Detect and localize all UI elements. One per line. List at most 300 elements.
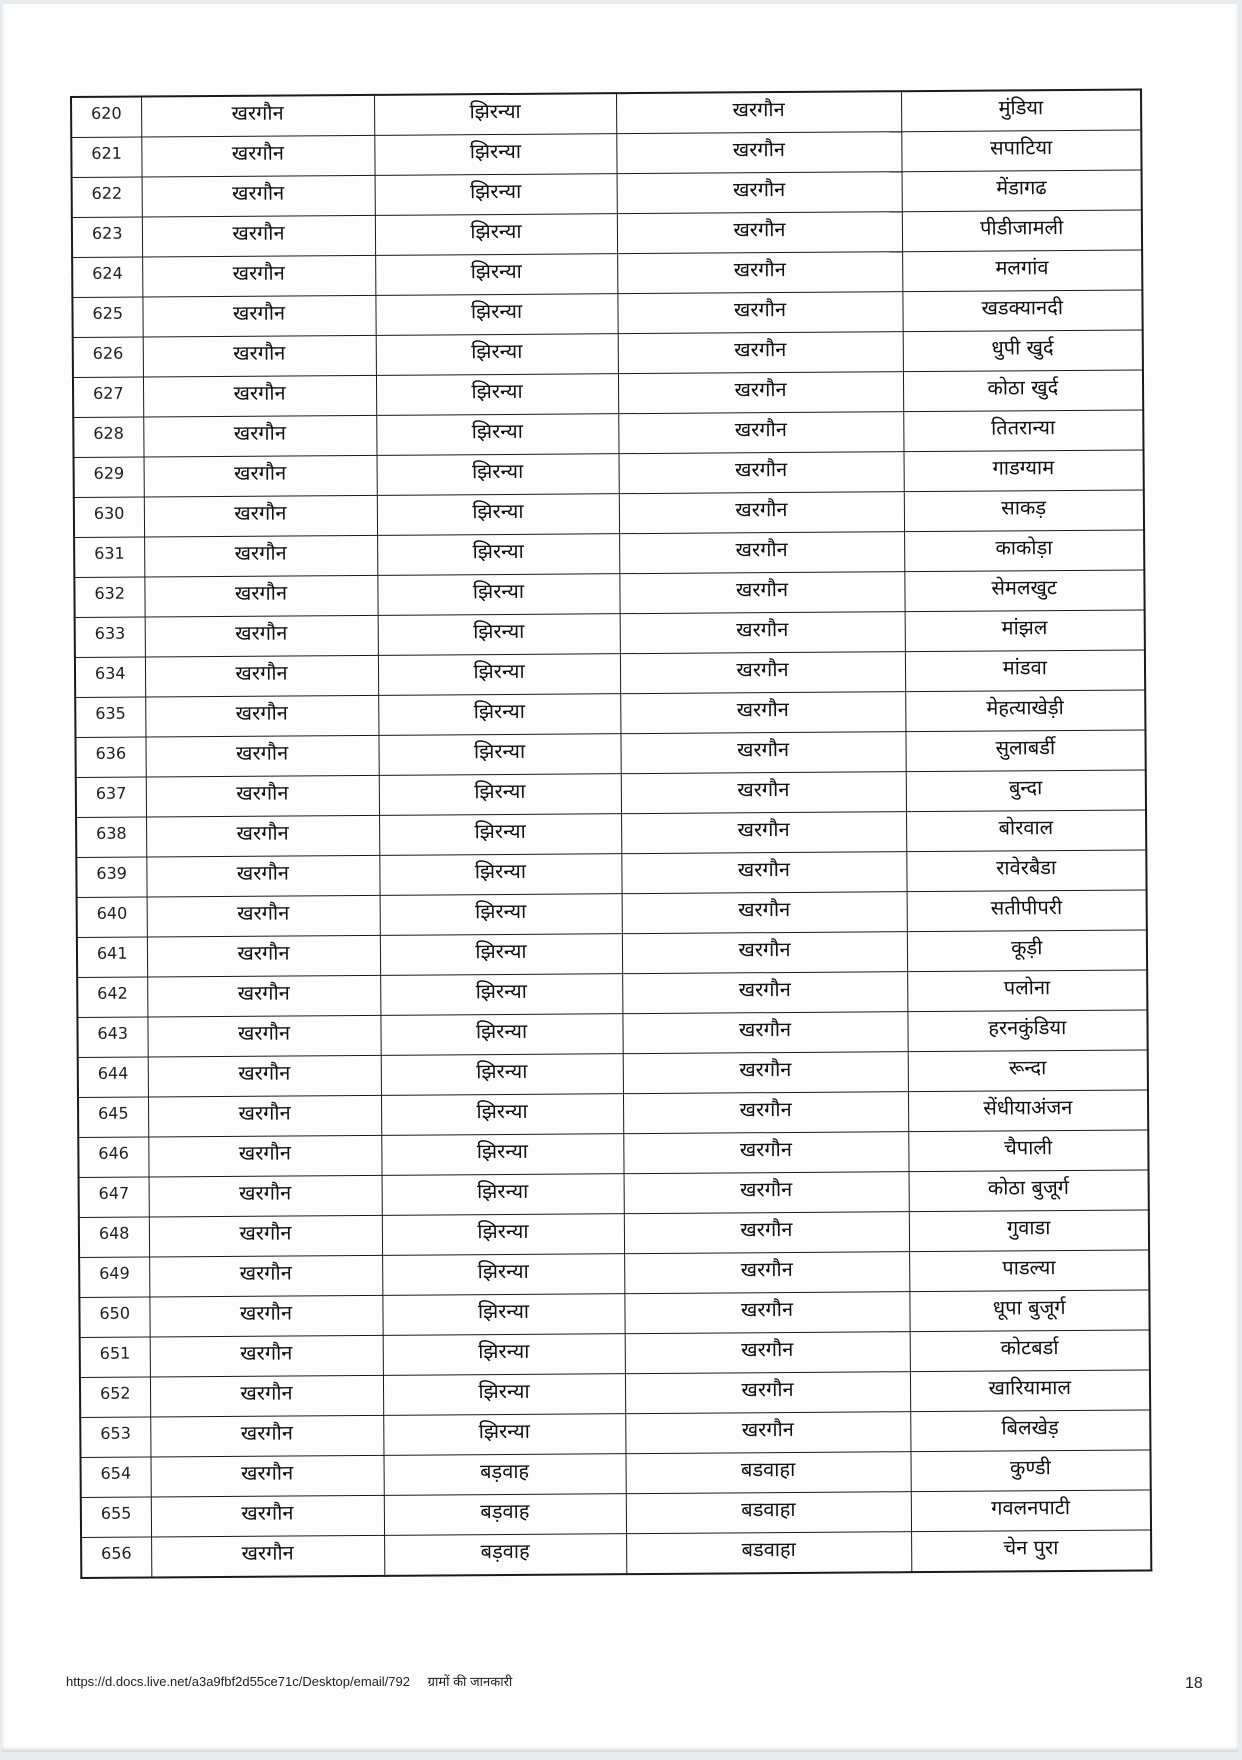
tehsil-cell-text: खरगौन xyxy=(733,256,786,281)
district-cell-text: खरगौन xyxy=(233,380,286,405)
serial-number-cell-text: 621 xyxy=(91,143,122,163)
district-cell xyxy=(151,1535,384,1577)
village-cell xyxy=(909,1170,1149,1212)
district-cell xyxy=(144,455,377,497)
district-cell xyxy=(145,735,378,777)
block-cell-text: झिरन्या xyxy=(471,418,524,443)
serial-number-cell xyxy=(75,617,145,657)
district-cell-text: खरगौन xyxy=(240,1419,293,1445)
serial-number-cell xyxy=(81,1457,151,1497)
tehsil-cell-text: खरगौन xyxy=(737,816,790,841)
tehsil-cell xyxy=(624,1212,909,1254)
serial-number-cell-text: 627 xyxy=(92,383,124,403)
village-cell-text: मेहत्याखेड़ी xyxy=(986,694,1064,720)
tehsil-cell xyxy=(624,1292,909,1334)
district-cell xyxy=(144,535,377,577)
serial-number-cell-text: 645 xyxy=(98,1103,129,1123)
district-cell-text: खरगौन xyxy=(232,300,286,325)
village-cell xyxy=(904,490,1144,532)
serial-number-cell-text: 643 xyxy=(97,1023,129,1043)
district-cell xyxy=(149,1175,382,1217)
district-cell xyxy=(149,1255,382,1297)
tehsil-cell xyxy=(625,1372,910,1414)
tehsil-cell xyxy=(617,212,902,254)
serial-number-cell xyxy=(80,1377,150,1417)
tehsil-cell-text: खरगौन xyxy=(738,896,791,921)
block-cell-text: झिरन्या xyxy=(475,978,527,1003)
village-cell-text: गाडग्याम xyxy=(992,454,1055,480)
serial-number-cell xyxy=(75,697,145,737)
village-cell xyxy=(903,410,1143,452)
village-cell xyxy=(911,1530,1151,1572)
serial-number-cell xyxy=(79,1257,149,1297)
block-cell xyxy=(383,1414,625,1456)
district-cell xyxy=(143,335,376,377)
tehsil-cell-text: खरगौन xyxy=(739,1056,792,1081)
village-cell xyxy=(905,610,1145,652)
block-cell xyxy=(381,1054,623,1096)
district-cell-text: खरगौन xyxy=(237,939,290,965)
village-cell-text: मुंडिया xyxy=(998,94,1044,120)
tehsil-cell xyxy=(619,452,904,494)
district-cell xyxy=(149,1215,382,1257)
tehsil-cell xyxy=(621,852,906,894)
serial-number-cell-text: 640 xyxy=(96,903,128,923)
village-cell xyxy=(907,970,1147,1012)
village-cell xyxy=(908,1090,1148,1132)
village-cell xyxy=(903,370,1143,412)
village-cell-text: गुवाडा xyxy=(1006,1214,1051,1239)
tehsil-cell-text: खरगौन xyxy=(738,976,791,1001)
village-cell xyxy=(910,1410,1150,1452)
village-cell-text: सपाटिया xyxy=(989,134,1053,160)
tehsil-cell xyxy=(623,1052,908,1094)
serial-number-cell xyxy=(73,337,143,377)
village-cell-text: धूपा बुजूर्ग xyxy=(992,1294,1066,1320)
tehsil-cell-text: खरगौन xyxy=(735,576,789,601)
district-cell-text: खरगौन xyxy=(233,420,286,445)
village-cell xyxy=(910,1330,1150,1372)
district-cell-text: खरगौन xyxy=(239,1299,293,1325)
block-cell-text: झिरन्या xyxy=(474,858,527,883)
block-cell xyxy=(375,174,617,216)
block-cell xyxy=(378,614,620,656)
block-cell xyxy=(384,1494,626,1536)
block-cell-text: झिरन्या xyxy=(476,1138,529,1163)
serial-number-cell xyxy=(72,217,142,257)
village-cell-text: बुन्दा xyxy=(1008,774,1043,799)
village-cell xyxy=(907,930,1147,972)
block-cell-text: झिरन्या xyxy=(476,1098,528,1123)
block-cell-text: झिरन्या xyxy=(472,498,524,523)
serial-number-cell xyxy=(74,497,144,537)
tehsil-cell-text: बडवाहा xyxy=(741,1496,796,1521)
district-cell-text: खरगौन xyxy=(239,1219,292,1245)
serial-number-cell xyxy=(72,257,142,297)
serial-number-cell-text: 649 xyxy=(99,1263,130,1283)
village-cell xyxy=(903,330,1143,372)
district-cell xyxy=(143,375,376,417)
tehsil-cell xyxy=(626,1492,911,1534)
village-cell-text: धुपी खुर्द xyxy=(991,334,1054,360)
village-cell-text: कुण्डी xyxy=(1009,1454,1051,1479)
village-cell xyxy=(906,850,1146,892)
district-cell-text: खरगौन xyxy=(239,1179,292,1205)
village-table xyxy=(70,89,1152,1579)
block-cell-text: झिरन्या xyxy=(471,338,523,363)
tehsil-cell xyxy=(622,932,907,974)
district-cell-text: खरगौन xyxy=(235,619,288,645)
block-cell xyxy=(378,694,620,736)
village-cell-text: खडक्यानदी xyxy=(981,294,1064,320)
district-cell-text: खरगौन xyxy=(239,1259,292,1285)
block-cell xyxy=(375,294,617,336)
tehsil-cell-text: बडवाहा xyxy=(740,1456,796,1481)
district-cell xyxy=(150,1415,383,1457)
village-cell-text: बिलखेड़ xyxy=(1001,1414,1059,1440)
district-cell xyxy=(142,295,375,337)
district-cell xyxy=(148,1135,381,1177)
village-cell xyxy=(905,650,1145,692)
village-cell-text: तितरान्या xyxy=(990,414,1056,440)
tehsil-cell-text: खरगौन xyxy=(735,496,788,521)
serial-number-cell-text: 622 xyxy=(91,183,123,203)
block-cell xyxy=(378,654,620,696)
district-cell xyxy=(146,775,379,817)
village-cell-text: मलगांव xyxy=(995,254,1049,280)
village-cell-text: साकड़ xyxy=(1001,494,1047,520)
village-table-body xyxy=(71,90,1151,1578)
serial-number-cell-text: 637 xyxy=(95,783,127,803)
tehsil-cell xyxy=(620,652,905,694)
district-cell-text: खरगौन xyxy=(235,739,289,765)
footer-url: https://d.docs.live.net/a3a9fbf2d55ce71c/Desktop/email/792 xyxy=(66,1674,410,1689)
village-cell-text: गवलनपाटी xyxy=(991,1494,1071,1520)
block-cell xyxy=(376,414,618,456)
tehsil-cell xyxy=(616,132,901,174)
serial-number-cell-text: 638 xyxy=(96,823,127,843)
serial-number-cell xyxy=(74,537,144,577)
tehsil-cell xyxy=(625,1332,910,1374)
village-cell-text: खारियामाल xyxy=(988,1374,1072,1400)
tehsil-cell-text: खरगौन xyxy=(739,1136,792,1161)
tehsil-cell xyxy=(623,1092,908,1134)
block-cell-text: झिरन्या xyxy=(478,1378,530,1403)
tehsil-cell-text: खरगौन xyxy=(732,136,786,161)
tehsil-cell xyxy=(621,812,906,854)
tehsil-cell-text: खरगौन xyxy=(739,1096,792,1121)
village-cell xyxy=(904,530,1144,572)
serial-number-cell xyxy=(77,937,147,977)
district-cell xyxy=(149,1295,382,1337)
serial-number-cell-text: 626 xyxy=(92,343,124,363)
district-cell xyxy=(142,215,375,257)
serial-number-cell-text: 636 xyxy=(95,743,127,763)
tehsil-cell xyxy=(623,1132,908,1174)
tehsil-cell-text: खरगौन xyxy=(736,616,789,641)
village-cell-text: सेमलखुट xyxy=(991,574,1058,600)
block-cell-text: झिरन्या xyxy=(473,698,525,723)
serial-number-cell xyxy=(74,457,144,497)
block-cell xyxy=(374,93,616,135)
district-cell xyxy=(142,175,375,217)
block-cell xyxy=(377,534,619,576)
tehsil-cell xyxy=(619,532,904,574)
village-cell-text: हरनकुंडिया xyxy=(988,1014,1067,1040)
block-cell xyxy=(383,1374,625,1416)
tehsil-cell xyxy=(619,572,904,614)
block-cell-text: झिरन्या xyxy=(474,818,526,843)
block-cell-text: झिरन्या xyxy=(470,218,522,243)
block-cell-text: झिरन्या xyxy=(472,578,525,603)
tehsil-cell-text: खरगौन xyxy=(738,1016,792,1041)
serial-number-cell xyxy=(79,1217,149,1257)
serial-number-cell xyxy=(72,297,142,337)
district-cell-text: खरगौन xyxy=(232,260,285,285)
block-cell-text: झिरन्या xyxy=(469,178,522,203)
serial-number-cell xyxy=(80,1417,150,1457)
village-cell xyxy=(909,1250,1149,1292)
district-cell xyxy=(148,1055,381,1097)
block-cell-text: झिरन्या xyxy=(473,738,526,763)
district-cell-text: खरगौन xyxy=(236,779,289,805)
village-cell-text: सतीपीपरी xyxy=(990,894,1063,920)
block-cell-text: झिरन्या xyxy=(469,138,522,163)
block-cell-text: झिरन्या xyxy=(477,1298,530,1323)
block-cell-text: झिरन्या xyxy=(475,938,527,963)
block-cell xyxy=(381,1094,623,1136)
village-cell xyxy=(906,810,1146,852)
village-cell-text: मांडवा xyxy=(1002,654,1047,680)
serial-number-cell xyxy=(72,177,142,217)
serial-number-cell-text: 631 xyxy=(94,543,125,563)
block-cell xyxy=(384,1534,626,1576)
district-cell-text: खरगौन xyxy=(238,1059,291,1085)
tehsil-cell xyxy=(619,492,904,534)
district-cell-text: खरगौन xyxy=(234,460,287,485)
district-cell-text: खरगौन xyxy=(235,699,288,725)
serial-number-cell-text: 641 xyxy=(96,943,128,963)
tehsil-cell xyxy=(620,732,905,774)
village-cell-text: चेन पुरा xyxy=(1003,1534,1059,1560)
block-cell xyxy=(379,774,621,816)
village-cell xyxy=(911,1490,1151,1532)
block-cell-text: झिरन्या xyxy=(475,1018,528,1043)
village-cell xyxy=(902,250,1142,292)
village-cell-text: मेंडागढ xyxy=(996,174,1047,200)
village-cell xyxy=(907,890,1147,932)
footer-doc-title: ग्रामों की जानकारी xyxy=(427,1674,513,1689)
village-cell-text: सुलाबर्डी xyxy=(995,734,1056,760)
district-cell xyxy=(148,1095,381,1137)
tehsil-cell xyxy=(618,412,903,454)
tehsil-cell-text: खरगौन xyxy=(741,1336,794,1361)
village-cell xyxy=(902,210,1142,252)
village-cell-text: मांझल xyxy=(1001,614,1048,640)
block-cell-text: झिरन्या xyxy=(469,98,521,123)
block-cell-text: झिरन्या xyxy=(476,1058,528,1083)
serial-number-cell-text: 648 xyxy=(98,1223,130,1243)
block-cell xyxy=(382,1214,624,1256)
tehsil-cell-text: खरगौन xyxy=(736,656,789,681)
serial-number-cell xyxy=(76,817,146,857)
block-cell-text: झिरन्या xyxy=(477,1218,529,1243)
district-cell xyxy=(144,575,377,617)
block-cell xyxy=(377,574,619,616)
tehsil-cell-text: खरगौन xyxy=(733,176,786,201)
tehsil-cell-text: खरगौन xyxy=(732,96,785,121)
tehsil-cell-text: खरगौन xyxy=(740,1176,793,1201)
block-cell-text: झिरन्या xyxy=(477,1258,529,1283)
block-cell-text: झिरन्या xyxy=(474,778,526,803)
district-cell xyxy=(141,135,374,177)
tehsil-cell xyxy=(617,172,902,214)
block-cell-text: झिरन्या xyxy=(478,1338,530,1363)
tehsil-cell-text: खरगौन xyxy=(734,376,787,401)
tehsil-cell-text: खरगौन xyxy=(741,1416,794,1441)
block-cell xyxy=(379,854,621,896)
district-cell-text: खरगौन xyxy=(241,1499,294,1525)
district-cell xyxy=(145,655,378,697)
block-cell xyxy=(380,894,622,936)
village-cell-text: चैपाली xyxy=(1004,1134,1053,1160)
district-cell xyxy=(147,895,380,937)
block-cell-text: झिरन्या xyxy=(473,658,525,683)
serial-number-cell xyxy=(78,1097,148,1137)
village-cell xyxy=(905,730,1145,772)
district-cell-text: खरगौन xyxy=(240,1459,294,1485)
tehsil-cell xyxy=(624,1252,909,1294)
district-cell-text: खरगौन xyxy=(241,1539,294,1565)
serial-number-cell-text: 634 xyxy=(94,663,126,683)
village-cell-text: काकोड़ा xyxy=(995,534,1053,560)
block-cell-text: बड़वाह xyxy=(479,1458,530,1483)
district-cell-text: खरगौन xyxy=(236,819,289,845)
block-cell-text: झिरन्या xyxy=(471,378,523,403)
serial-number-cell-text: 651 xyxy=(99,1343,131,1363)
serial-number-cell-text: 650 xyxy=(99,1303,131,1323)
tehsil-cell xyxy=(625,1412,910,1454)
district-cell xyxy=(145,615,378,657)
district-cell xyxy=(151,1495,384,1537)
village-cell-text: रावेरबैडा xyxy=(996,854,1057,880)
village-cell-text: कोटबर्डा xyxy=(1000,1334,1059,1360)
tehsil-cell xyxy=(622,1012,907,1054)
district-cell xyxy=(142,255,375,297)
district-cell-text: खरगौन xyxy=(237,1019,291,1045)
block-cell-text: बड़वाह xyxy=(480,1538,530,1563)
block-cell xyxy=(382,1174,624,1216)
serial-number-cell-text: 623 xyxy=(91,223,123,243)
district-cell xyxy=(147,1015,380,1057)
village-cell xyxy=(902,290,1142,332)
village-cell xyxy=(910,1370,1150,1412)
block-cell-text: झिरन्या xyxy=(475,898,527,923)
district-cell-text: खरगौन xyxy=(231,140,285,165)
tehsil-cell-text: खरगौन xyxy=(734,416,787,441)
district-cell xyxy=(147,975,380,1017)
block-cell-text: बड़वाह xyxy=(480,1498,530,1523)
serial-number-cell xyxy=(81,1537,151,1578)
serial-number-cell xyxy=(77,897,147,937)
serial-number-cell xyxy=(73,417,143,457)
village-cell xyxy=(901,130,1141,172)
tehsil-cell-text: खरगौन xyxy=(735,536,788,561)
tehsil-cell-text: खरगौन xyxy=(741,1376,794,1401)
block-cell xyxy=(375,214,617,256)
serial-number-cell xyxy=(75,657,145,697)
district-cell xyxy=(146,855,379,897)
village-cell-text: कोठा खुर्द xyxy=(987,374,1059,400)
tehsil-cell xyxy=(624,1172,909,1214)
village-cell xyxy=(904,450,1144,492)
village-cell-text: कूड़ी xyxy=(1011,934,1043,959)
tehsil-cell-text: खरगौन xyxy=(740,1216,793,1241)
block-cell xyxy=(376,374,618,416)
district-cell xyxy=(145,695,378,737)
serial-number-cell-text: 646 xyxy=(98,1143,129,1163)
serial-number-cell xyxy=(76,777,146,817)
tehsil-cell xyxy=(620,612,905,654)
tehsil-cell-text: खरगौन xyxy=(733,216,786,241)
serial-number-cell-text: 632 xyxy=(94,583,126,603)
tehsil-cell-text: खरगौन xyxy=(733,296,787,321)
district-cell-text: खरगौन xyxy=(237,979,290,1005)
tehsil-cell xyxy=(616,91,901,133)
serial-number-cell xyxy=(76,857,146,897)
serial-number-cell-text: 624 xyxy=(92,263,123,283)
tehsil-cell-text: खरगौन xyxy=(737,856,791,881)
serial-number-cell xyxy=(75,737,145,777)
village-cell xyxy=(910,1450,1150,1492)
district-cell-text: खरगौन xyxy=(235,659,288,685)
tehsil-cell xyxy=(618,332,903,374)
district-cell-text: खरगौन xyxy=(231,100,284,125)
block-cell-text: झिरन्या xyxy=(478,1418,530,1443)
block-cell xyxy=(382,1294,624,1336)
block-cell xyxy=(375,254,617,296)
block-cell-text: झिरन्या xyxy=(472,538,524,563)
serial-number-cell-text: 629 xyxy=(93,463,125,483)
block-cell xyxy=(381,1134,623,1176)
tehsil-cell xyxy=(621,772,906,814)
serial-number-cell-text: 647 xyxy=(98,1183,130,1203)
village-cell-text: रून्दा xyxy=(1008,1054,1047,1079)
village-cell xyxy=(902,170,1142,212)
tehsil-cell xyxy=(626,1532,911,1574)
district-cell-text: खरगौन xyxy=(234,539,287,565)
tehsil-cell-text: खरगौन xyxy=(736,696,789,721)
district-cell-text: खरगौन xyxy=(237,899,290,925)
district-cell xyxy=(151,1455,384,1497)
block-cell xyxy=(380,934,622,976)
village-cell-text: पाडल्या xyxy=(1002,1254,1056,1280)
district-cell-text: खरगौन xyxy=(233,340,286,365)
tehsil-cell-text: खरगौन xyxy=(736,736,790,761)
block-cell xyxy=(374,134,616,176)
village-cell xyxy=(908,1130,1148,1172)
serial-number-cell xyxy=(79,1297,149,1337)
block-cell xyxy=(379,814,621,856)
tehsil-cell xyxy=(617,292,902,334)
serial-number-cell xyxy=(78,1057,148,1097)
serial-number-cell-text: 620 xyxy=(91,103,122,123)
district-cell-text: खरगौन xyxy=(232,220,285,245)
scanned-page xyxy=(2,4,1238,1752)
district-cell xyxy=(146,815,379,857)
village-cell xyxy=(906,770,1146,812)
serial-number-cell-text: 633 xyxy=(94,623,126,643)
